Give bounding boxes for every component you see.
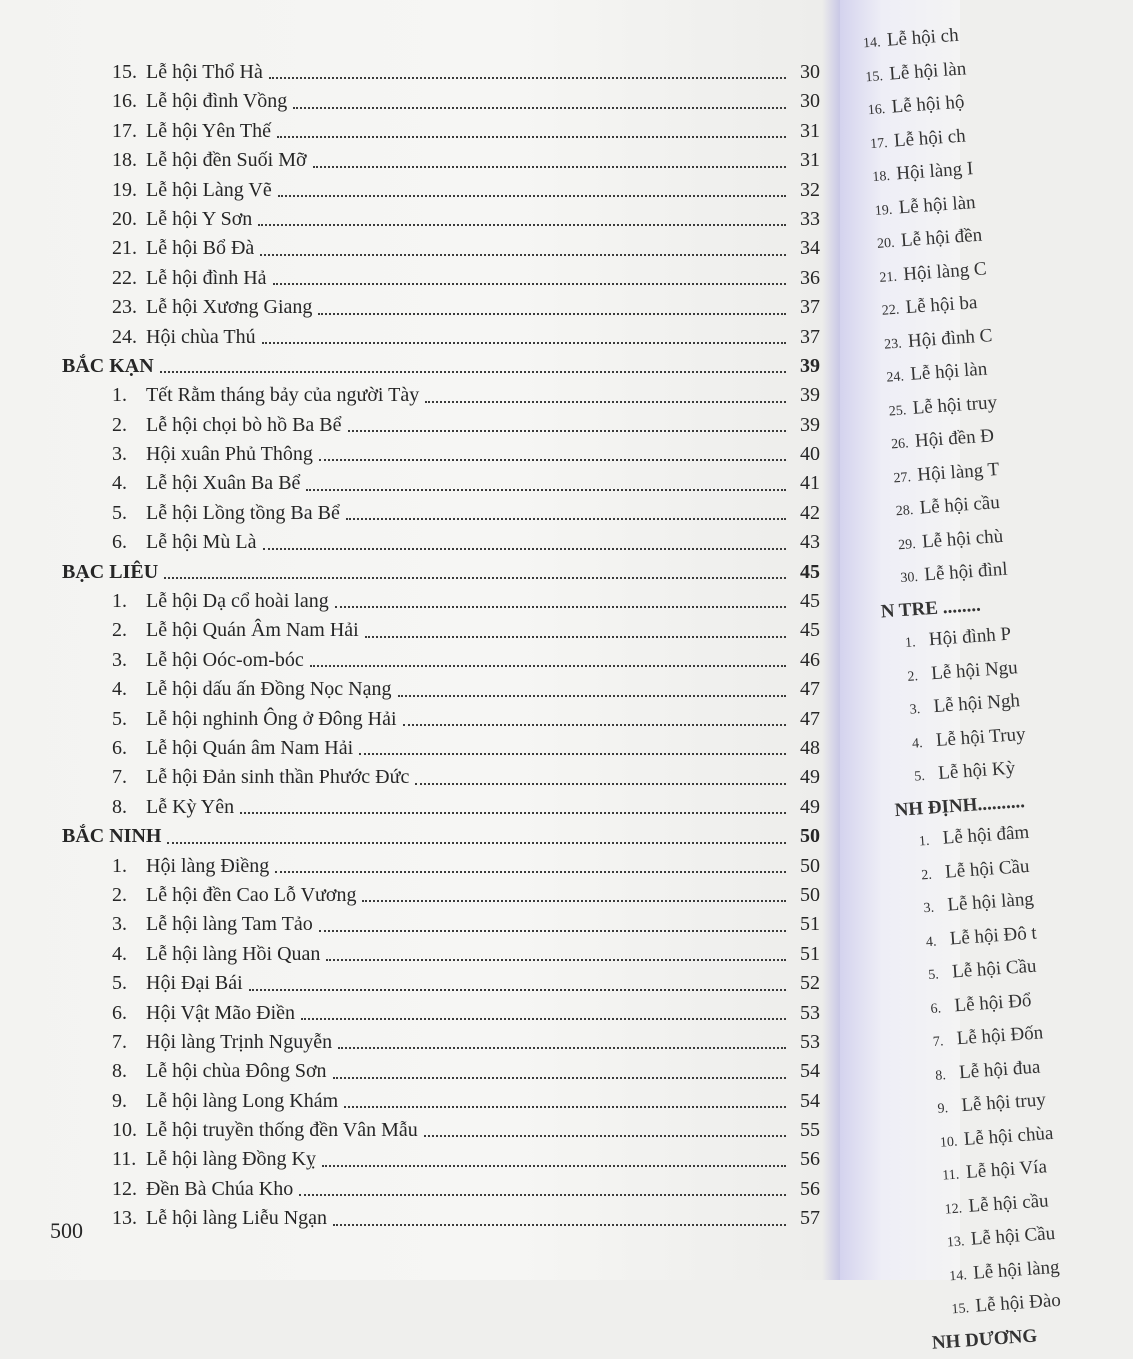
toc-entry-number: 1. (112, 854, 127, 877)
toc-entry (0, 881, 850, 910)
toc-page-number: 45 (800, 619, 820, 642)
toc-entry (0, 1028, 850, 1057)
toc-entry-number: 8. (112, 795, 127, 818)
toc-page-number: 33 (800, 207, 820, 230)
right-page-line-number: 4. (925, 934, 937, 950)
right-page-line-number: 18. (871, 168, 891, 186)
right-page-line-number: 15. (864, 68, 884, 85)
right-page-line-text: Lễ hội làn (897, 191, 977, 218)
toc-page-number: 37 (800, 325, 820, 348)
right-page-line-number: 13. (946, 1234, 965, 1251)
right-page-line-text: Lễ hội truy (911, 391, 998, 419)
toc-entry (0, 705, 850, 734)
right-page-line-text: Hội đình P (928, 623, 1012, 651)
dot-leader (398, 695, 787, 697)
right-page-line-text: Lễ hội Cầu (970, 1222, 1056, 1250)
toc-page-number: 31 (800, 149, 820, 172)
toc-entry (0, 763, 850, 792)
toc-entry-number: 22. (112, 266, 137, 289)
toc-page-number: 47 (800, 707, 820, 730)
toc-entry (0, 205, 850, 234)
toc-entry-title: Tết Rằm tháng bảy của người Tày (146, 384, 420, 407)
toc-entry-title: Lễ hội Làng Vẽ (146, 178, 272, 201)
right-page-line-text: Lễ hội hộ (890, 91, 966, 118)
toc-entry-number: 23. (112, 296, 137, 319)
right-page-line-number: 2. (920, 867, 933, 883)
right-page-line-text: Lễ hội làn (909, 358, 988, 385)
toc-entry-title: Lễ hội Quán Âm Nam Hải (146, 619, 359, 642)
right-page-line-number: 17. (869, 135, 889, 152)
right-page-line-text: Lễ hội Ngu (930, 656, 1019, 684)
right-page-line-text: Lễ hội chù (921, 525, 1004, 553)
right-page-line-text: Lễ hội Đào (974, 1289, 1062, 1317)
dot-leader (425, 401, 786, 403)
toc-entry-number: 2. (112, 619, 127, 642)
dot-leader (313, 166, 786, 168)
right-page-line-number: 14. (862, 35, 882, 52)
toc-entry-number: 7. (112, 766, 127, 789)
dot-leader (249, 989, 786, 991)
toc-entry-title: Lễ hội làng Liễu Ngạn (146, 1207, 328, 1230)
toc-page-number: 51 (800, 942, 820, 965)
toc-entry (0, 234, 850, 263)
dot-leader (301, 1018, 786, 1020)
toc-entry-title: Lễ hội làng Đồng Kỵ (146, 1148, 316, 1171)
right-page-line-text: Lễ hội Cầu (951, 955, 1038, 983)
toc-entry-title: Lễ hội Dạ cổ hoài lang (146, 590, 329, 613)
right-page-toc-fragment (840, 14, 1133, 1359)
toc-entry-title: Hội chùa Thú (146, 325, 256, 348)
toc-entry-number: 13. (112, 1207, 137, 1230)
toc-entry-number: 3. (112, 443, 127, 466)
toc-page-number: 37 (800, 296, 820, 319)
right-page-line-text: Lễ hội đâm (942, 821, 1030, 849)
toc-page-number: 51 (800, 913, 820, 936)
right-page-line-number: 1. (904, 635, 917, 651)
toc-entry-number: 11. (112, 1148, 137, 1171)
toc-page-number: 41 (800, 472, 820, 495)
toc-entry-number: 16. (112, 90, 137, 113)
toc-entry-number: 12. (112, 1177, 137, 1200)
right-page-line-text: Lễ hội Vía (965, 1156, 1048, 1183)
right-page-line-text: Hội làng C (902, 257, 988, 285)
right-page-line-text: Lễ hội làn (888, 57, 967, 85)
right-page-line-number: 23. (883, 335, 903, 353)
dot-leader (319, 930, 786, 932)
toc-entry-number: 5. (112, 972, 127, 995)
toc-page-number: 34 (800, 237, 820, 260)
right-page-line-number: 12. (944, 1200, 963, 1218)
right-page-line-text: Lễ hội ch (886, 24, 960, 51)
toc-entry (0, 117, 850, 146)
toc-page-number: 57 (800, 1207, 820, 1230)
right-page-line-text: Lễ hội đền (900, 224, 983, 252)
dot-leader (362, 900, 786, 902)
table-of-contents (0, 58, 850, 1234)
toc-entry-number: 7. (112, 1030, 127, 1053)
right-page-line-text: Lễ hội truy (960, 1089, 1047, 1117)
right-page-line-number: 4. (911, 735, 924, 752)
toc-entry-number: 4. (112, 472, 127, 495)
toc-entry-title: Lễ hội dấu ấn Đồng Nọc Nạng (146, 678, 392, 701)
toc-entry-title: Hội Đại Bái (146, 972, 243, 995)
dot-leader (333, 1077, 786, 1079)
toc-page-number: 30 (800, 61, 820, 83)
toc-entry-number: 21. (112, 237, 137, 260)
dot-leader (263, 548, 786, 550)
toc-section-heading (0, 822, 850, 851)
toc-entry-number: 6. (112, 531, 127, 554)
toc-entry (0, 969, 850, 998)
dot-leader (167, 842, 786, 844)
toc-entry-number: 8. (112, 1060, 127, 1083)
right-page-line-number: 29. (897, 536, 917, 553)
toc-entry-title: BẮC NINH (62, 825, 162, 848)
toc-entry-title: Đền Bà Chúa Kho (146, 1177, 294, 1200)
toc-entry (0, 381, 850, 410)
right-page-line-text: Lễ hội Đô t (949, 922, 1038, 950)
toc-entry-number: 2. (112, 413, 127, 436)
toc-page-number: 48 (800, 736, 820, 759)
right-page-line-number: 24. (886, 369, 905, 386)
toc-entry-number: 4. (112, 942, 127, 965)
toc-page-number: 31 (800, 119, 820, 142)
dot-leader (278, 195, 786, 197)
toc-page-number: 49 (800, 795, 820, 818)
right-page-line-text: N TRE ........ (880, 594, 982, 623)
toc-entry-title: Lễ hội làng Hồi Quan (146, 942, 321, 965)
right-page-line-number: 6. (930, 1000, 942, 1017)
toc-entry-title: Lễ hội Đản sinh thần Phước Đức (146, 766, 410, 789)
toc-entry (0, 852, 850, 881)
toc-entry (0, 1057, 850, 1086)
toc-entry (0, 440, 850, 469)
dot-leader (348, 430, 786, 432)
right-page-line-text: NH DƯƠNG (931, 1324, 1038, 1354)
right-page-line-text: Lễ hội cầu (918, 492, 1001, 519)
toc-page-number: 43 (800, 531, 820, 554)
toc-entry-title: Hội làng Trịnh Nguyễn (146, 1030, 333, 1053)
dot-leader (310, 665, 786, 667)
toc-entry-number: 5. (112, 707, 127, 730)
dot-leader (240, 812, 786, 814)
toc-entry-title: Lễ hội Y Sơn (146, 207, 253, 230)
right-page-line-text: Lễ hội đua (958, 1056, 1041, 1083)
toc-page-number: 45 (800, 560, 820, 583)
right-page-line-number: 16. (867, 102, 886, 119)
dot-leader (275, 871, 786, 873)
toc-entry-title: Lễ hội truyền thống đền Vân Mẫu (146, 1119, 418, 1142)
right-page-line-text: Lễ hội Cầu (944, 855, 1031, 883)
toc-entry-title: Lễ hội đình Hả (146, 266, 267, 289)
dot-leader (346, 518, 786, 520)
right-page-line-number: 8. (934, 1067, 947, 1084)
dot-leader (322, 1165, 786, 1167)
dot-leader (273, 283, 786, 285)
toc-page-number: 30 (800, 90, 820, 113)
toc-page-number: 56 (800, 1177, 820, 1200)
toc-entry-title: Lễ hội chùa Đông Sơn (146, 1060, 327, 1083)
dot-leader (299, 1194, 786, 1196)
right-page-line-number: 1. (918, 833, 930, 850)
toc-entry (0, 616, 850, 645)
toc-page-number: 55 (800, 1119, 820, 1142)
toc-page-number: 47 (800, 678, 820, 701)
toc-entry-title: Hội xuân Phủ Thông (146, 443, 313, 466)
right-page-line-number: 2. (906, 668, 919, 685)
right-page-line-text: Lễ hội chùa (963, 1122, 1055, 1150)
toc-entry (0, 499, 850, 528)
toc-page-number: 46 (800, 648, 820, 671)
toc-entry (0, 323, 850, 352)
dot-leader (365, 636, 786, 638)
right-page-line-number: 20. (876, 235, 896, 252)
toc-entry-title: Lễ hội đền Cao Lỗ Vương (146, 883, 357, 906)
right-page-line-text: Lễ hội ba (904, 292, 978, 319)
toc-entry-number: 5. (112, 501, 127, 524)
toc-page-number: 45 (800, 590, 820, 613)
toc-entry (0, 1087, 850, 1116)
toc-entry-title: Lễ hội Thổ Hà (146, 61, 263, 83)
dot-leader (415, 783, 786, 785)
right-page-line-text: Lễ hội Đốn (956, 1022, 1044, 1050)
toc-entry-number: 17. (112, 119, 137, 142)
dot-leader (318, 313, 786, 315)
toc-entry (0, 146, 850, 175)
right-page-line-text: Lễ hội Kỳ (937, 757, 1016, 784)
toc-entry (0, 675, 850, 704)
toc-entry (0, 940, 850, 969)
dot-leader (164, 577, 786, 579)
dot-leader (359, 753, 786, 755)
right-page-line-text: Lễ hội đìnl (923, 558, 1009, 586)
toc-entry-title: Lễ hội Xương Giang (146, 296, 313, 319)
toc-entry (0, 1204, 850, 1233)
toc-entry-number: 4. (112, 678, 127, 701)
right-page-line-text: Hội làng I (895, 158, 974, 185)
toc-entry (0, 176, 850, 205)
toc-entry-title: BẮC KẠN (62, 354, 154, 377)
right-book-page-edge (840, 0, 1062, 1354)
toc-page-number: 36 (800, 266, 820, 289)
right-page-line-number: 10. (939, 1134, 958, 1151)
dot-leader (262, 342, 786, 344)
dot-leader (277, 136, 786, 138)
toc-entry (0, 87, 850, 116)
toc-entry-title: Lễ hội làng Long Khám (146, 1089, 339, 1112)
toc-entry (0, 469, 850, 498)
toc-entry-title: Lễ hội chọi bò hồ Ba Bể (146, 413, 342, 436)
page-number: 500 (50, 1218, 83, 1243)
toc-entry-title: Lễ hội đình Vồng (146, 90, 288, 113)
dot-leader (260, 254, 786, 256)
toc-entry-title: Lễ hội đền Suối Mỡ (146, 149, 307, 172)
toc-entry-number: 19. (112, 178, 137, 201)
toc-entry-title: Lễ hội Lồng tồng Ba Bể (146, 501, 340, 524)
toc-entry (0, 264, 850, 293)
toc-page-number: 54 (800, 1060, 820, 1083)
right-page-line-number: 5. (927, 967, 940, 984)
toc-entry (0, 1145, 850, 1174)
dot-leader (319, 459, 786, 461)
toc-entry-number: 15. (112, 61, 137, 83)
toc-entry-number: 18. (112, 149, 137, 172)
right-page-line-text: Hội đình C (907, 324, 993, 352)
toc-entry (0, 793, 850, 822)
right-page-line-number: 14. (948, 1267, 968, 1284)
toc-entry (0, 411, 850, 440)
dot-leader (403, 724, 786, 726)
right-page-line-text: Lễ hội ch (893, 125, 967, 151)
toc-page-number: 50 (800, 883, 820, 906)
toc-entry-number: 3. (112, 648, 127, 671)
right-page-line-text: Hội làng T (916, 458, 1000, 486)
right-page-line-text: Lễ hội Ngh (932, 690, 1021, 718)
right-page-line-number: 3. (923, 900, 935, 917)
right-page-line-text: Lễ hội làng (972, 1256, 1061, 1284)
right-page-line-text: Hội đền Đ (914, 425, 995, 452)
toc-page-number: 39 (800, 413, 820, 436)
right-page-line-number: 30. (900, 569, 919, 587)
toc-entry (0, 58, 850, 87)
toc-entry-title: Lễ hội Mù Là (146, 531, 257, 554)
dot-leader (160, 371, 786, 373)
dot-leader (258, 224, 786, 226)
right-page-line-text: NH ĐỊNH.......... (893, 790, 1026, 821)
right-page-line-number: 7. (932, 1034, 944, 1050)
right-page-line-text: Lễ hội Đổ (953, 989, 1033, 1016)
toc-entry-number: 3. (112, 913, 127, 936)
toc-entry-title: Lễ hội nghinh Ông ở Đông Hải (146, 707, 397, 730)
toc-entry-title: Lễ hội Bổ Đà (146, 237, 255, 260)
right-page-line-number: 25. (888, 402, 907, 420)
toc-entry-title: Lễ Kỳ Yên (146, 795, 235, 818)
right-page-line-number: 11. (941, 1167, 960, 1184)
right-page-line-text: Lễ hội Truy (935, 723, 1027, 751)
dot-leader (326, 959, 786, 961)
dot-leader (306, 489, 786, 491)
dot-leader (338, 1047, 786, 1049)
toc-entry-number: 1. (112, 590, 127, 613)
dot-leader (424, 1135, 786, 1137)
dot-leader (333, 1224, 786, 1226)
toc-entry-title: Lễ hội Yên Thế (146, 119, 271, 142)
toc-page-number: 56 (800, 1148, 820, 1171)
toc-page-number: 49 (800, 766, 820, 789)
toc-entry (0, 1116, 850, 1145)
toc-entry-number: 1. (112, 384, 127, 407)
toc-page-number: 54 (800, 1089, 820, 1112)
dot-leader (269, 77, 786, 79)
right-page-line-number: 22. (881, 302, 900, 319)
toc-page-number: 39 (800, 354, 820, 377)
toc-page-number: 40 (800, 443, 820, 466)
toc-section-heading (0, 558, 850, 587)
toc-page-number: 52 (800, 972, 820, 995)
toc-section-heading (0, 352, 850, 381)
dot-leader (335, 606, 786, 608)
right-page-line-number: 3. (909, 702, 921, 718)
toc-entry (0, 293, 850, 322)
toc-entry (0, 999, 850, 1028)
toc-entry-number: 2. (112, 883, 127, 906)
right-page-line-number: 9. (937, 1101, 949, 1117)
toc-page-number: 53 (800, 1001, 820, 1024)
toc-entry-number: 10. (112, 1119, 137, 1142)
toc-entry (0, 734, 850, 763)
toc-page-number: 42 (800, 501, 820, 524)
toc-page-number: 39 (800, 384, 820, 407)
toc-entry-title: Lễ hội Quán âm Nam Hải (146, 736, 354, 759)
toc-page-number: 32 (800, 178, 820, 201)
toc-entry-title: Lễ hội làng Tam Tảo (146, 913, 313, 936)
toc-entry-title: Lễ hội Xuân Ba Bể (146, 472, 301, 495)
toc-entry (0, 910, 850, 939)
toc-page-number: 53 (800, 1030, 820, 1053)
toc-entry-number: 9. (112, 1089, 127, 1112)
right-page-line-number: 26. (890, 436, 910, 453)
dot-leader (293, 107, 786, 109)
toc-entry-number: 6. (112, 736, 127, 759)
right-page-line-number: 28. (895, 503, 914, 520)
toc-entry-title: Hội làng Điềng (146, 854, 270, 877)
toc-entry-title: BẠC LIÊU (62, 560, 159, 583)
dot-leader (344, 1106, 786, 1108)
right-page-line-text: Lễ hội cầu (967, 1189, 1050, 1217)
right-page-line-number: 19. (874, 202, 893, 219)
toc-entry-number: 20. (112, 207, 137, 230)
toc-entry-title: Lễ hội Oóc-om-bóc (146, 648, 304, 671)
toc-entry (0, 646, 850, 675)
toc-entry-number: 6. (112, 1001, 127, 1024)
toc-entry-number: 24. (112, 325, 137, 348)
right-page-line-number: 21. (879, 269, 898, 286)
toc-entry (0, 528, 850, 557)
toc-entry (0, 1175, 850, 1204)
right-page-line-number: 5. (913, 768, 926, 785)
right-page-line-number: 27. (893, 469, 912, 486)
toc-page-number: 50 (800, 854, 820, 877)
toc-entry (0, 587, 850, 616)
toc-entry-title: Hội Vật Mão Điền (146, 1001, 296, 1024)
right-page-line-text: Lễ hội làng (946, 888, 1035, 916)
toc-page-number: 50 (800, 825, 820, 848)
right-page-line-number: 15. (951, 1301, 970, 1318)
